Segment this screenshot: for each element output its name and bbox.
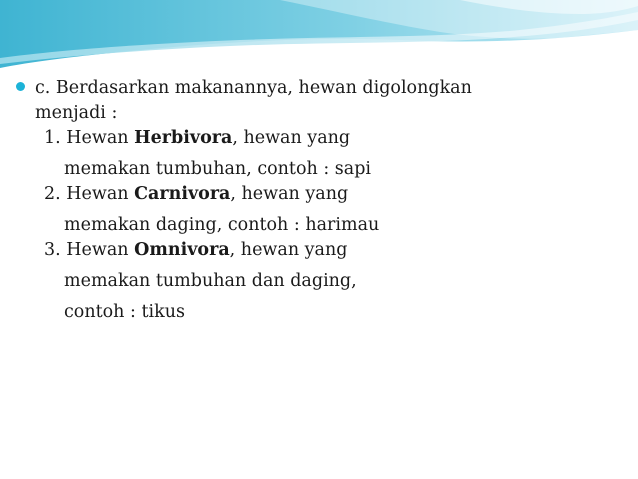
item-suffix: , hewan yang	[232, 128, 351, 148]
slide-content	[16, 76, 616, 325]
item-herbivora	[16, 126, 616, 151]
item-omnivora-description-2: contoh : tikus	[64, 302, 185, 322]
item-carnivora	[16, 182, 616, 207]
item-term: Carnivora	[134, 184, 231, 204]
item-suffix: , hewan yang	[230, 184, 349, 204]
main-point-line-1: c. Berdasarkan makanannya, hewan digolongkan	[16, 76, 616, 101]
item-omnivora	[16, 238, 616, 263]
item-herbivora-description: memakan tumbuhan, contoh : sapi	[64, 159, 372, 179]
item-prefix: 1. Hewan	[44, 128, 135, 148]
bullet-icon	[16, 82, 25, 91]
item-prefix: 2. Hewan	[44, 184, 135, 204]
item-carnivora-description: memakan daging, contoh : harimau	[64, 215, 380, 235]
item-term: Omnivora	[134, 240, 230, 260]
header-wave-decoration	[0, 0, 638, 72]
item-prefix: 3. Hewan	[44, 240, 135, 260]
main-point-line-2: menjadi :	[35, 103, 118, 123]
item-term: Herbivora	[134, 128, 233, 148]
item-omnivora-description-1: memakan tumbuhan dan daging,	[64, 271, 357, 291]
item-suffix: , hewan yang	[229, 240, 348, 260]
